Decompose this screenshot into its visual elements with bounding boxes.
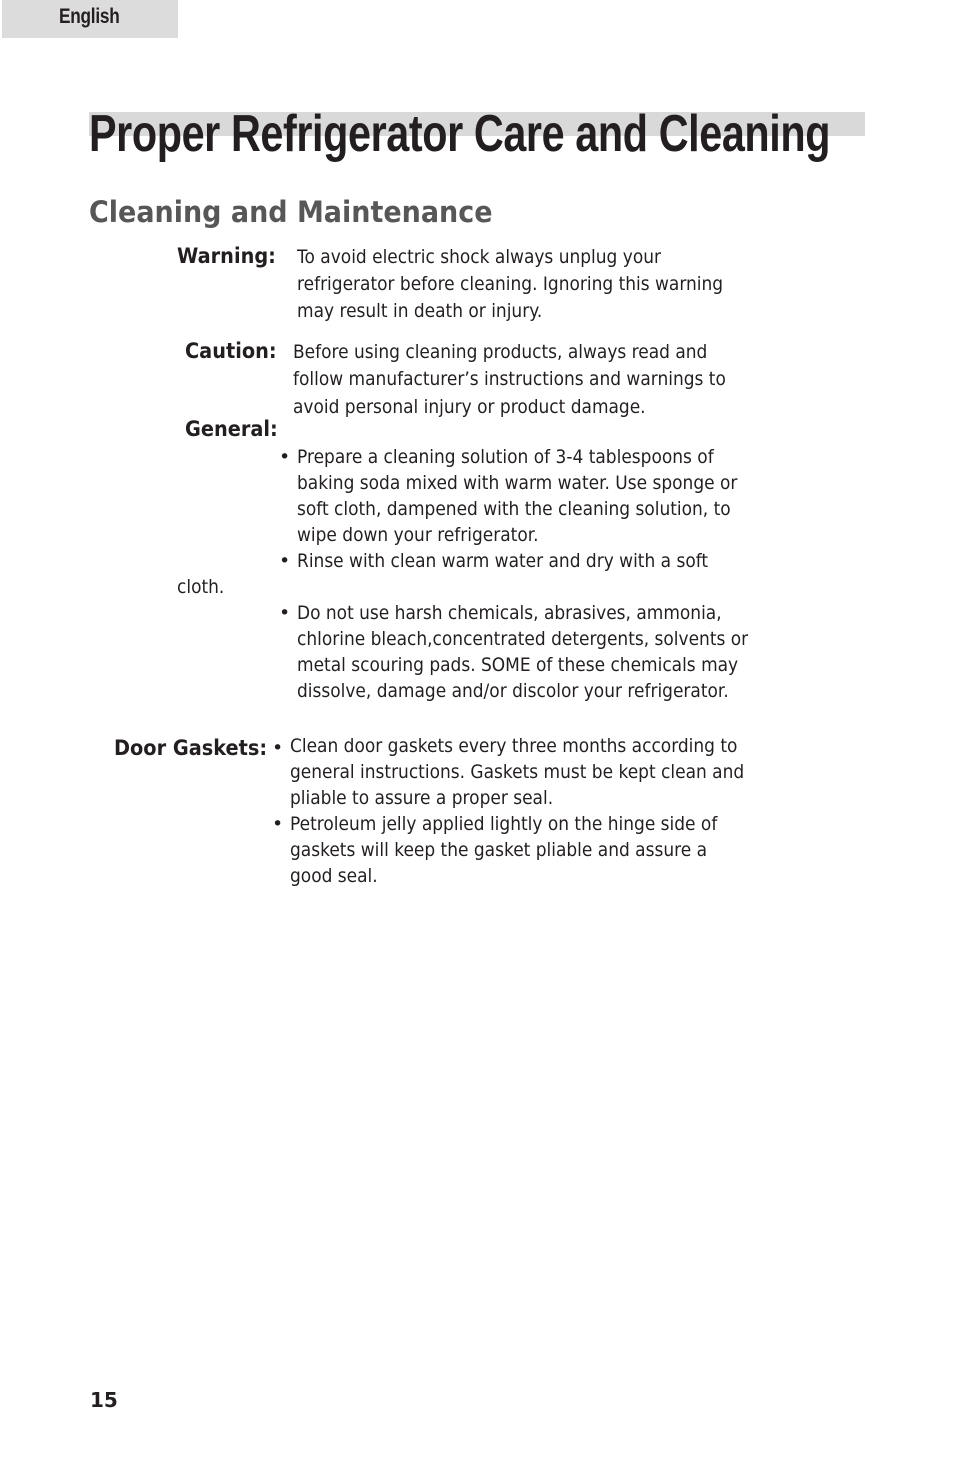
general-item-line: soft cloth, dampened with the cleaning solution, to [297,498,731,520]
bullet-marker: • [279,602,291,624]
caution-line: follow manufacturer’s instructions and warnings to [293,368,726,390]
general-item-line: cloth. [177,576,225,598]
caution-line: avoid personal injury or product damage. [293,396,646,418]
caution-line: Before using cleaning products, always read and [293,341,708,363]
door-gaskets-line: general instructions. Gaskets must be kept clean and [290,761,745,783]
general-item-line: Rinse with clean warm water and dry with a soft [297,550,709,572]
door-gaskets-label: Door Gaskets: [114,736,268,760]
caution-label: Caution: [185,339,277,363]
language-tab [2,0,178,38]
door-gaskets-line: Clean door gaskets every three months according to [290,735,738,757]
warning-label: Warning: [177,244,276,268]
section-title: Cleaning and Maintenance [89,195,493,229]
page-title: Proper Refrigerator Care and Cleaning [89,105,831,163]
warning-line: To avoid electric shock always unplug your [297,246,661,268]
door-gaskets-line: good seal. [290,865,378,887]
general-item-line: baking soda mixed with warm water. Use sponge or [297,472,738,494]
general-item-line: Do not use harsh chemicals, abrasives, ammonia, [297,602,722,624]
door-gaskets-line: gaskets will keep the gasket pliable and assure a [290,839,708,861]
general-item-line: Prepare a cleaning solution of 3-4 tablespoons of [297,446,714,468]
general-item-line: dissolve, damage and/or discolor your refrigerator. [297,680,729,702]
door-gaskets-line: pliable to assure a proper seal. [290,787,554,809]
page-number: 15 [90,1388,118,1412]
general-label: General: [185,417,278,441]
general-item-line: metal scouring pads. SOME of these chemicals may [297,654,739,676]
warning-line: refrigerator before cleaning. Ignoring this warning [297,273,724,295]
bullet-marker: • [272,813,284,835]
bullet-marker: • [272,737,284,759]
general-item-line: wipe down your refrigerator. [297,524,539,546]
warning-line: may result in death or injury. [297,300,543,322]
door-gaskets-line: Petroleum jelly applied lightly on the hinge side of [290,813,718,835]
bullet-marker: • [279,550,291,572]
general-item-line: chlorine bleach,concentrated detergents, solvents or [297,628,749,650]
bullet-marker: • [279,446,291,468]
language-tab-label: English [59,5,120,28]
